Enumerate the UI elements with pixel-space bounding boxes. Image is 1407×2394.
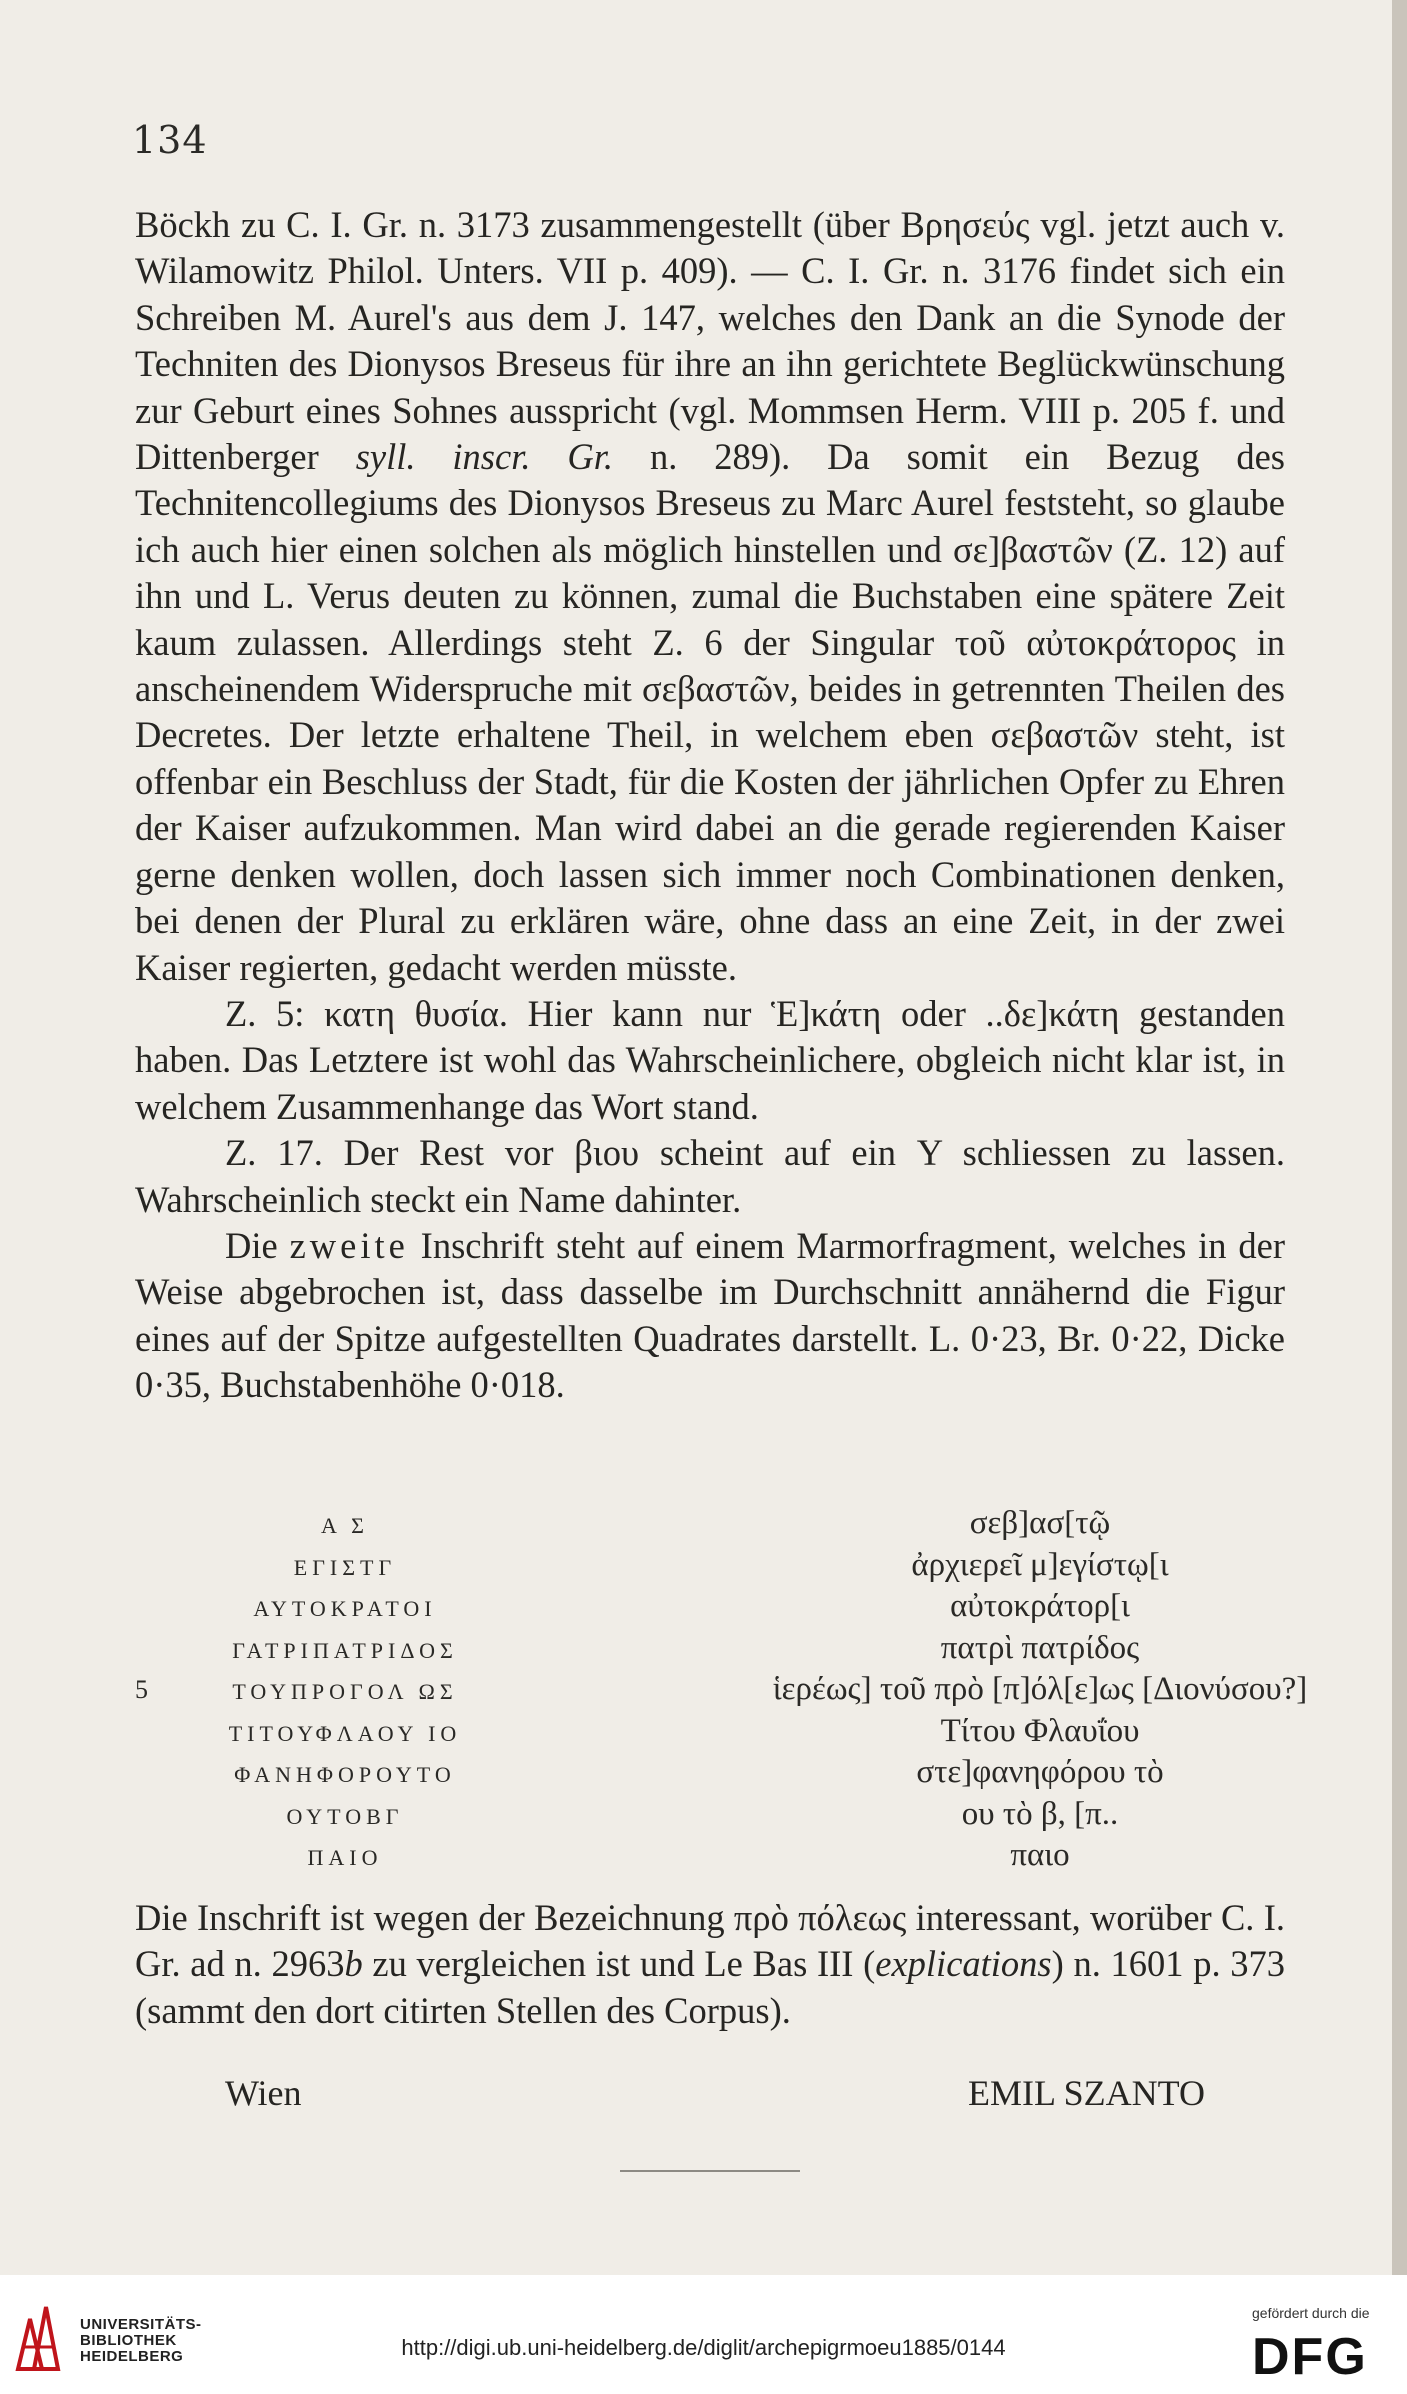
- source-url[interactable]: http://digi.ub.uni-heidelberg.de/diglit/archepigrmoeu1885/0144: [401, 2335, 1006, 2360]
- library-name: UNIVERSITÄTS- BIBLIOTHEK HEIDELBERG: [80, 2316, 202, 2365]
- end-rule: [620, 2170, 800, 2172]
- majuscule-text: ΤΟΥΠΡΟΓΟΛ ΩΣ: [232, 1679, 458, 1704]
- inscription-line: [135, 1588, 1285, 1630]
- majuscule-text: ΕΓΙΣΤΓ: [293, 1554, 397, 1580]
- majuscule-text: Α Σ: [321, 1513, 369, 1538]
- footer-bar: [0, 2275, 1407, 2394]
- dfg-logo: DFG: [1252, 2328, 1368, 2386]
- signature-place: Wien: [225, 2073, 302, 2113]
- inscription-line: [135, 1505, 1285, 1547]
- page-edge: [1392, 0, 1407, 2275]
- signature-author: EMIL SZANTO: [968, 2073, 1205, 2113]
- transcription-text: αὐτοκράτορ[ι: [950, 1588, 1130, 1624]
- transcription-text: σεβ]ασ[τῷ: [969, 1505, 1111, 1541]
- funded-by-label: gefördert durch die: [1252, 2305, 1370, 2321]
- inscription-line: [135, 1671, 1308, 1713]
- transcription-text: στε]φανηφόρου τὸ: [916, 1754, 1164, 1790]
- paragraph-2: Z. 5: κατη θυσία. Hier kann nur Ἑ]κάτη oder ..δε]κάτη gestanden haben. Das Letztere ist wohl das Wahrscheinlichere, obgleich nicht klar ist, in welchem Zusammenhange das Wort stand.: [135, 992, 1285, 1127]
- majuscule-text: ΟΥΤΟΒΓ: [286, 1803, 404, 1829]
- inscription-line: [135, 1837, 1285, 1879]
- majuscule-text: ΦΑΝΗΦΟΡΟΥΤΟ: [234, 1762, 456, 1787]
- inscription-line: [135, 1796, 1285, 1838]
- majuscule-text: ΤΙΤΟΥΦΛΑΟΥ ΙΟ: [228, 1720, 462, 1746]
- transcription-text: παιο: [1010, 1837, 1070, 1873]
- majuscule-text: ΠΑΙΟ: [307, 1845, 383, 1870]
- paragraph-1: Böckh zu C. I. Gr. n. 3173 zusammengestellt (über Βρησεύς vgl. jetzt auch v. Wilamowitz Philol. Unters. VII p. 409). — C. I. Gr. n. 3176 findet sich ein Schreiben M. Aurel's aus dem J. 147, welches den Dank an die Synode der Techniten des Dionysos Breseus für ihre an ihn gerichtete Beglückwünschung zur Geburt eines Sohnes ausspricht (vgl. Mommsen Herm. VIII p. 205 f. und Dittenberger syll. inscr. Gr. n. 289). Da somit ein Bezug des Technitencollegiums des Dionysos Breseus zu Marc Aurel feststeht, so glaube ich auch hier einen solchen als möglich hinstellen und σε]βαστῶν (Z. 12) auf ihn und L. Verus deuten zu können, zumal die Buchstaben eine spätere Zeit kaum zulassen. Allerdings steht Z. 6 der Singular τοῦ αὐτοκράτορος in anscheinendem Widerspruche mit σεβαστῶν, beides in getrennten Theilen des Decretes. Der letzte erhaltene Theil, in welchem eben σεβαστῶν steht, ist offenbar ein Beschluss der Stadt, für die Kosten der jährlichen Opfer zu Ehren der Kaiser aufzukommen. Man wird dabei an die gerade regierenden Kaiser gerne denken wollen, doch lassen sich immer noch Combinationen denken, bei denen der Plural zu erklären wäre, ohne dass an eine Zeit, in der zwei Kaiser regierten, gedacht werden müsste.: [135, 204, 1285, 988]
- inscription-line: [135, 1754, 1285, 1796]
- line-number: 5: [135, 1675, 148, 1704]
- majuscule-text: ΑΥΤΟΚΡΑΤΟΙ: [253, 1596, 437, 1621]
- closing-paragraph: Die Inschrift ist wegen der Bezeichnung πρὸ πόλεως interessant, worüber C. I. Gr. ad n. 2963b zu vergleichen ist und Le Bas III (explications) n. 1601 p. 373 (sammt den dort citirten Stellen des Corpus).: [135, 1897, 1285, 2031]
- inscription-line: [135, 1630, 1285, 1672]
- majuscule-text: ΓΑΤΡΙΠΑΤΡΙΔΟΣ: [232, 1637, 458, 1663]
- transcription-text: πατρὶ πατρίδος: [940, 1629, 1140, 1666]
- inscription-line: [135, 1713, 1285, 1755]
- inscription-block: [135, 1505, 1308, 1879]
- transcription-text: ου τὸ β, [π..: [961, 1795, 1119, 1832]
- paragraph-4: Die zweite Inschrift steht auf einem Marmorfragment, welches in der Weise abgebrochen ist, dass dasselbe im Durchschnitt annähernd die Figur eines auf der Spitze aufgestellten Quadrates darstellt. L. 0·23, Br. 0·22, Dicke 0·35, Buchstabenhöhe 0·018.: [135, 1224, 1286, 1406]
- main-text: [135, 202, 1285, 1409]
- transcription-text: ἀρχιερεῖ μ]εγίστῳ[ι: [911, 1546, 1169, 1583]
- page-number: 134: [132, 118, 208, 162]
- inscription-line: [135, 1547, 1285, 1589]
- transcription-text: ἱερέως] τοῦ πρὸ [π]όλ[ε]ως [Διονύσου?]: [772, 1671, 1308, 1707]
- transcription-text: Τίτου Φλαυΐου: [940, 1712, 1140, 1749]
- paragraph-3: Z. 17. Der Rest vor βιου scheint auf ein Υ schliessen zu lassen. Wahrscheinlich steckt ein Name dahinter.: [135, 1132, 1285, 1220]
